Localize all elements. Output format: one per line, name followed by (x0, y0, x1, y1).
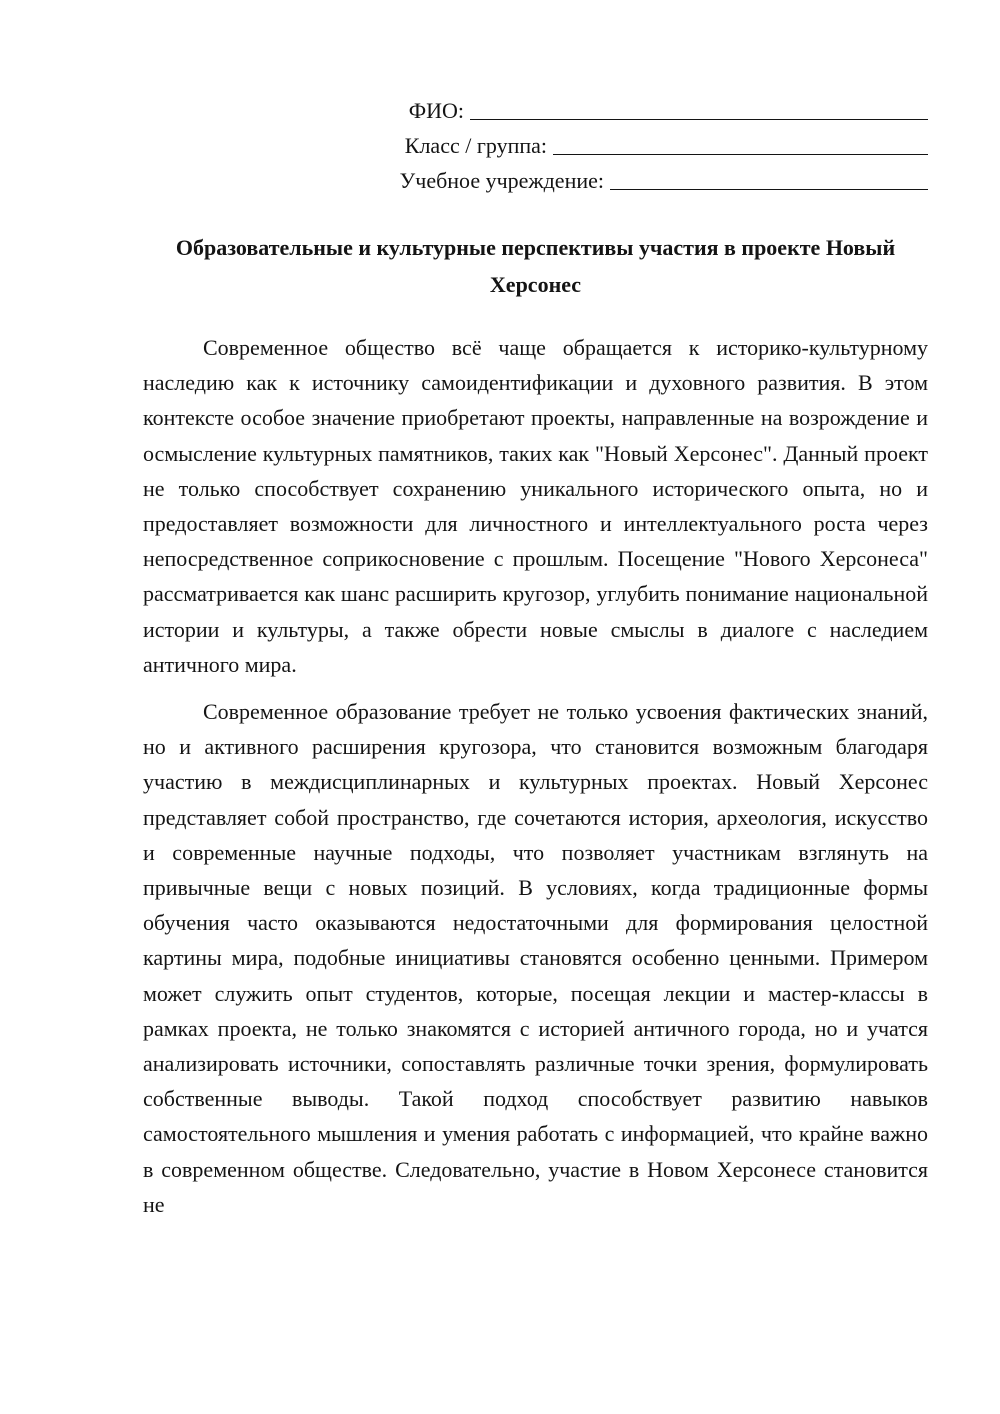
body-paragraph-2: Современное образование требует не только усвоения фактических знаний, но и активного расширения кругозора, что становится возможным благодаря участию в междисциплинарных и культурных проектах. Новый Херсонес представляет собой пространство, где сочетаются история, археология, искусство и современные научные подходы, что позволяет участникам взглянуть на привычные вещи с новых позиций. В условиях, когда традиционные формы обучения часто оказываются недостаточными для формирования целостной картины мира, подобные инициативы становятся особенно ценными. Примером может служить опыт студентов, которые, посещая лекции и мастер-классы в рамках проекта, не только знакомятся с историей античного города, но и учатся анализировать источники, сопоставлять различные точки зрения, формулировать собственные выводы. Такой подход способствует развитию навыков самостоятельного мышления и умения работать с информацией, что крайне важно в современном обществе. Следовательно, участие в Новом Херсонесе становится не (143, 699, 928, 1217)
student-info-form (0, 93, 928, 198)
name-field-label: ФИО: (408, 98, 464, 123)
group-field-label: Класс / группа: (404, 133, 547, 158)
institution-field-blank[interactable] (610, 167, 928, 190)
institution-field-label: Учебное учреждение: (399, 168, 604, 193)
institution-field-row (0, 163, 928, 198)
name-field-row (0, 93, 928, 128)
body-paragraph-1: Современное общество всё чаще обращается к историко-культурному наследию как к источнику самоидентификации и духовного развития. В этом контексте особое значение приобретают проекты, направленные на возрождение и осмысление культурных памятников, таких как "Новый Херсонес". Данный проект не только способствует сохранению уникального исторического опыта, но и предоставляет возможности для личностного и интеллектуального роста через непосредственное соприкосновение с прошлым. Посещение "Нового Херсонеса" рассматривается как шанс расширить кругозор, углубить понимание национальной истории и культуры, а также обрести новые смыслы в диалоге с наследием античного мира. (143, 335, 928, 677)
group-field-row (0, 128, 928, 163)
document-body (143, 330, 928, 1234)
document-title: Образовательные и культурные перспективы участия в проекте Новый Херсонес (175, 235, 896, 297)
group-field-blank[interactable] (553, 132, 928, 155)
name-field-blank[interactable] (470, 97, 928, 120)
